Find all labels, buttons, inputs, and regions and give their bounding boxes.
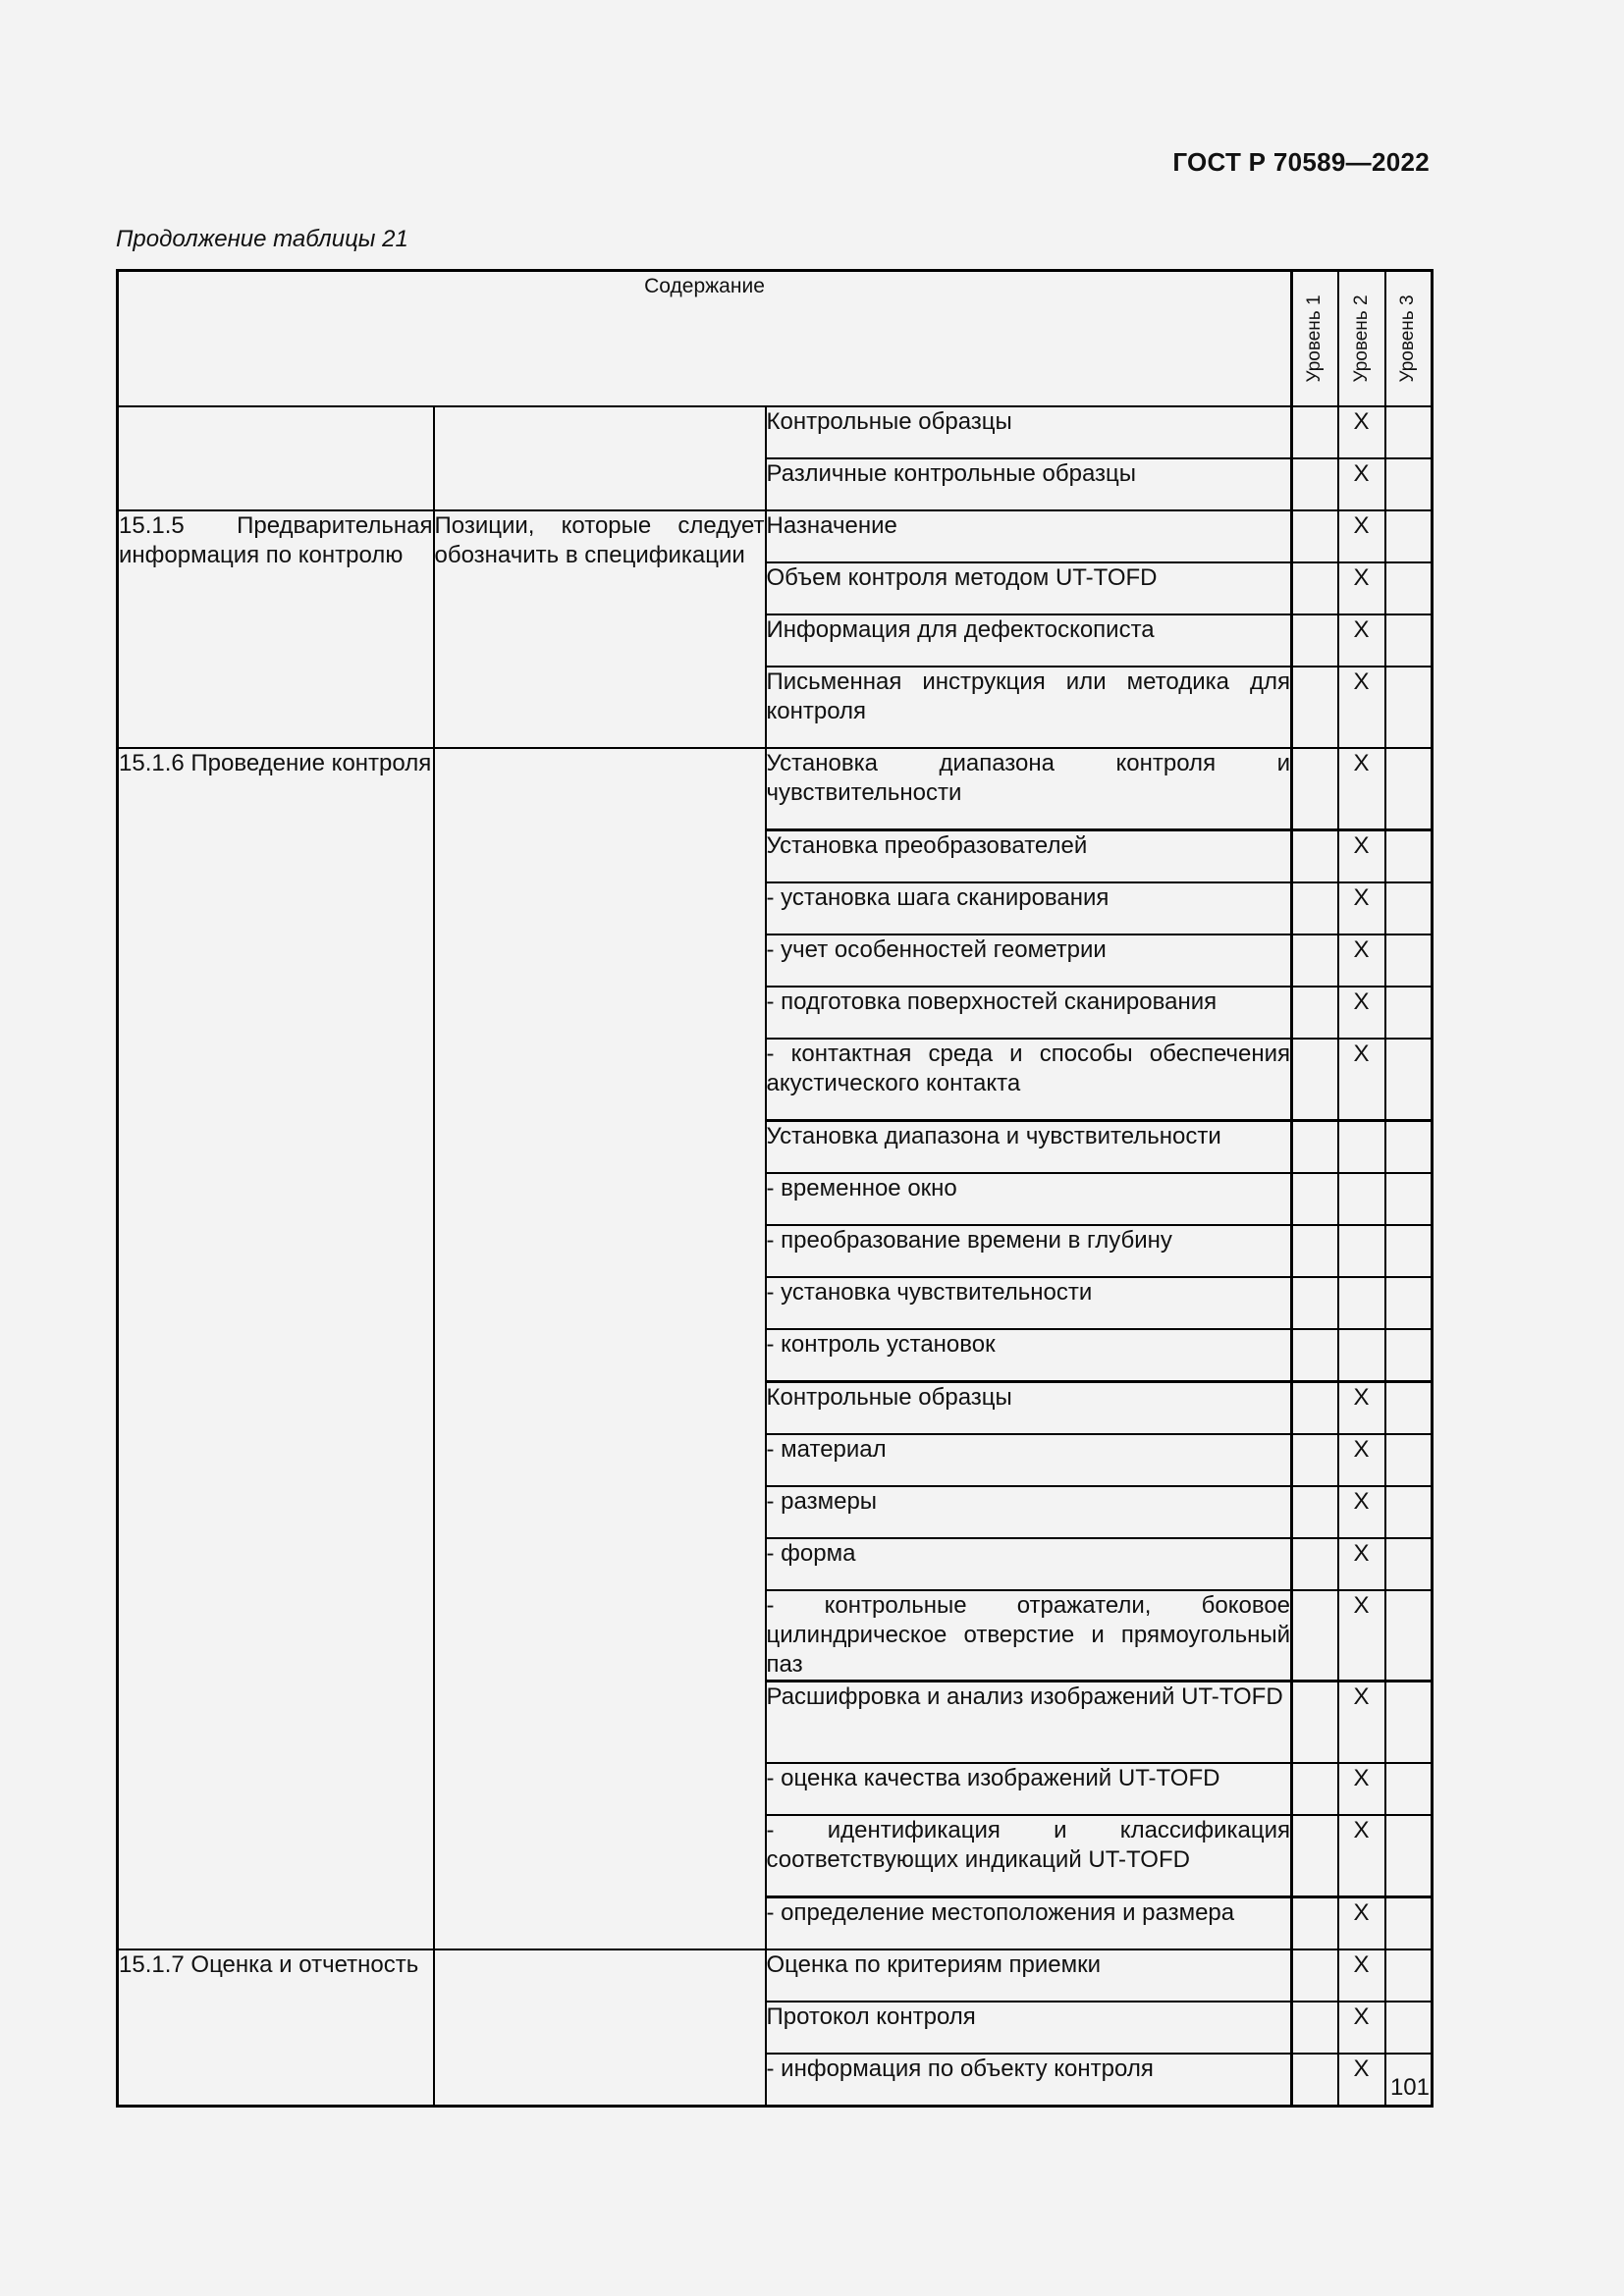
level-2-mark: X	[1338, 458, 1385, 510]
content-cell: - размеры	[766, 1486, 1292, 1538]
level-2-mark: X	[1338, 667, 1385, 748]
level-2-mark: X	[1338, 614, 1385, 667]
section-positions	[434, 406, 766, 510]
level-3-mark	[1385, 614, 1433, 667]
level-1-mark	[1292, 562, 1338, 614]
level-2-mark: X	[1338, 1486, 1385, 1538]
level-2-mark	[1338, 1329, 1385, 1382]
level-1-mark	[1292, 1897, 1338, 1950]
level-1-mark	[1292, 2002, 1338, 2054]
level-2-mark: X	[1338, 748, 1385, 830]
content-cell: Информация для дефектоскописта	[766, 614, 1292, 667]
level-1-mark	[1292, 1590, 1338, 1682]
table-row	[118, 510, 1433, 562]
content-cell: - определение местоположения и размера	[766, 1897, 1292, 1950]
content-cell: - установка чувствительности	[766, 1277, 1292, 1329]
content-cell: Оценка по критериям приемки	[766, 1949, 1292, 2002]
level-2-mark	[1338, 1277, 1385, 1329]
content-cell: - материал	[766, 1434, 1292, 1486]
level-2-mark: X	[1338, 1949, 1385, 2002]
level-3-mark	[1385, 1382, 1433, 1435]
level-3-mark	[1385, 1039, 1433, 1121]
section-title: 15.1.7 Оценка и отчетность	[118, 1949, 434, 2107]
level-1-mark	[1292, 1486, 1338, 1538]
level-3-mark	[1385, 562, 1433, 614]
level-3-mark	[1385, 1486, 1433, 1538]
content-cell: Письменная инструкция или методика для контроля	[766, 667, 1292, 748]
level-2-mark: X	[1338, 1039, 1385, 1121]
content-cell: Установка преобразователей	[766, 830, 1292, 883]
content-cell: Установка диапазона и чувствительности	[766, 1121, 1292, 1174]
level-2-mark: X	[1338, 830, 1385, 883]
content-cell: - оценка качества изображений UT-TOFD	[766, 1763, 1292, 1815]
content-cell: Протокол контроля	[766, 2002, 1292, 2054]
level-1-mark	[1292, 987, 1338, 1039]
content-cell: Расшифровка и анализ изображений UT-TOFD	[766, 1682, 1292, 1764]
level-2-mark: X	[1338, 1538, 1385, 1590]
level-2-mark: X	[1338, 882, 1385, 934]
level-1-mark	[1292, 406, 1338, 458]
level-2-mark	[1338, 1121, 1385, 1174]
level-3-mark	[1385, 987, 1433, 1039]
level-2-mark: X	[1338, 934, 1385, 987]
level-3-mark	[1385, 1329, 1433, 1382]
table-row	[118, 406, 1433, 458]
header-level-3: Уровень 3	[1385, 271, 1433, 407]
table-body	[118, 406, 1433, 2107]
level-2-mark: X	[1338, 510, 1385, 562]
level-3-mark	[1385, 1277, 1433, 1329]
level-1-mark	[1292, 1763, 1338, 1815]
level-1-mark	[1292, 1173, 1338, 1225]
level-1-mark	[1292, 614, 1338, 667]
section-title: 15.1.5 Предварительная информация по контролю	[118, 510, 434, 748]
level-3-mark	[1385, 1538, 1433, 1590]
content-cell: Различные контрольные образцы	[766, 458, 1292, 510]
level-3-mark	[1385, 1897, 1433, 1950]
table-header-row	[118, 271, 1433, 407]
level-3-mark	[1385, 934, 1433, 987]
document-code: ГОСТ Р 70589—2022	[1172, 147, 1430, 177]
content-cell: Контрольные образцы	[766, 406, 1292, 458]
table-row	[118, 748, 1433, 830]
level-2-mark: X	[1338, 562, 1385, 614]
level-2-mark: X	[1338, 1815, 1385, 1897]
content-cell: Объем контроля методом UT-TOFD	[766, 562, 1292, 614]
level-1-mark	[1292, 1949, 1338, 2002]
level-2-mark: X	[1338, 1590, 1385, 1682]
level-1-mark	[1292, 1225, 1338, 1277]
level-1-mark	[1292, 748, 1338, 830]
level-3-mark	[1385, 882, 1433, 934]
header-content: Содержание	[118, 271, 1292, 407]
level-2-mark: X	[1338, 2054, 1385, 2107]
level-1-mark	[1292, 1382, 1338, 1435]
level-2-mark: X	[1338, 1682, 1385, 1764]
level-1-mark	[1292, 882, 1338, 934]
level-3-mark	[1385, 1949, 1433, 2002]
level-1-mark	[1292, 667, 1338, 748]
level-3-mark	[1385, 1225, 1433, 1277]
content-cell: - форма	[766, 1538, 1292, 1590]
content-cell: - идентификация и классификация соответствующих индикаций UT-TOFD	[766, 1815, 1292, 1897]
level-2-mark: X	[1338, 1434, 1385, 1486]
section-title: 15.1.6 Проведение контроля	[118, 748, 434, 1949]
level-2-mark: X	[1338, 1763, 1385, 1815]
level-3-mark	[1385, 1763, 1433, 1815]
level-2-mark: X	[1338, 406, 1385, 458]
level-1-mark	[1292, 934, 1338, 987]
content-cell: Назначение	[766, 510, 1292, 562]
content-cell: Установка диапазона контроля и чувствительности	[766, 748, 1292, 830]
section-positions: Позиции, которые следует обозначить в спецификации	[434, 510, 766, 748]
level-1-mark	[1292, 1538, 1338, 1590]
content-cell: - контрольные отражатели, боковое цилиндрическое отверстие и прямоугольный паз	[766, 1590, 1292, 1682]
level-3-mark	[1385, 458, 1433, 510]
content-cell: - контактная среда и способы обеспечения акустического контакта	[766, 1039, 1292, 1121]
level-3-mark	[1385, 1434, 1433, 1486]
level-3-mark	[1385, 1815, 1433, 1897]
level-3-mark	[1385, 1682, 1433, 1764]
table-row	[118, 1949, 1433, 2002]
level-2-mark: X	[1338, 1897, 1385, 1950]
level-3-mark	[1385, 1173, 1433, 1225]
section-title	[118, 406, 434, 510]
level-1-mark	[1292, 1329, 1338, 1382]
level-1-mark	[1292, 2054, 1338, 2107]
content-cell: - подготовка поверхностей сканирования	[766, 987, 1292, 1039]
level-3-mark	[1385, 406, 1433, 458]
level-3-mark	[1385, 748, 1433, 830]
requirements-table	[116, 269, 1434, 2108]
level-2-mark	[1338, 1225, 1385, 1277]
level-3-mark	[1385, 1590, 1433, 1682]
level-2-mark: X	[1338, 987, 1385, 1039]
page-number: 101	[1389, 2074, 1430, 2101]
level-2-mark	[1338, 1173, 1385, 1225]
table-caption: Продолжение таблицы 21	[116, 226, 408, 252]
level-3-mark	[1385, 2002, 1433, 2054]
level-1-mark	[1292, 1434, 1338, 1486]
section-positions	[434, 1949, 766, 2107]
level-2-mark: X	[1338, 2002, 1385, 2054]
level-3-mark	[1385, 510, 1433, 562]
level-1-mark	[1292, 1277, 1338, 1329]
content-cell: - контроль установок	[766, 1329, 1292, 1382]
content-cell: - информация по объекту контроля	[766, 2054, 1292, 2107]
header-level-2: Уровень 2	[1338, 271, 1385, 407]
content-cell: - временное окно	[766, 1173, 1292, 1225]
level-1-mark	[1292, 1682, 1338, 1764]
level-3-mark	[1385, 1121, 1433, 1174]
level-3-mark	[1385, 667, 1433, 748]
section-positions	[434, 748, 766, 1949]
level-2-mark: X	[1338, 1382, 1385, 1435]
content-cell: Контрольные образцы	[766, 1382, 1292, 1435]
level-1-mark	[1292, 1039, 1338, 1121]
content-cell: - учет особенностей геометрии	[766, 934, 1292, 987]
level-1-mark	[1292, 510, 1338, 562]
level-1-mark	[1292, 1121, 1338, 1174]
header-level-1: Уровень 1	[1292, 271, 1338, 407]
level-1-mark	[1292, 1815, 1338, 1897]
content-cell: - установка шага сканирования	[766, 882, 1292, 934]
level-3-mark	[1385, 830, 1433, 883]
level-1-mark	[1292, 830, 1338, 883]
level-1-mark	[1292, 458, 1338, 510]
content-cell: - преобразование времени в глубину	[766, 1225, 1292, 1277]
